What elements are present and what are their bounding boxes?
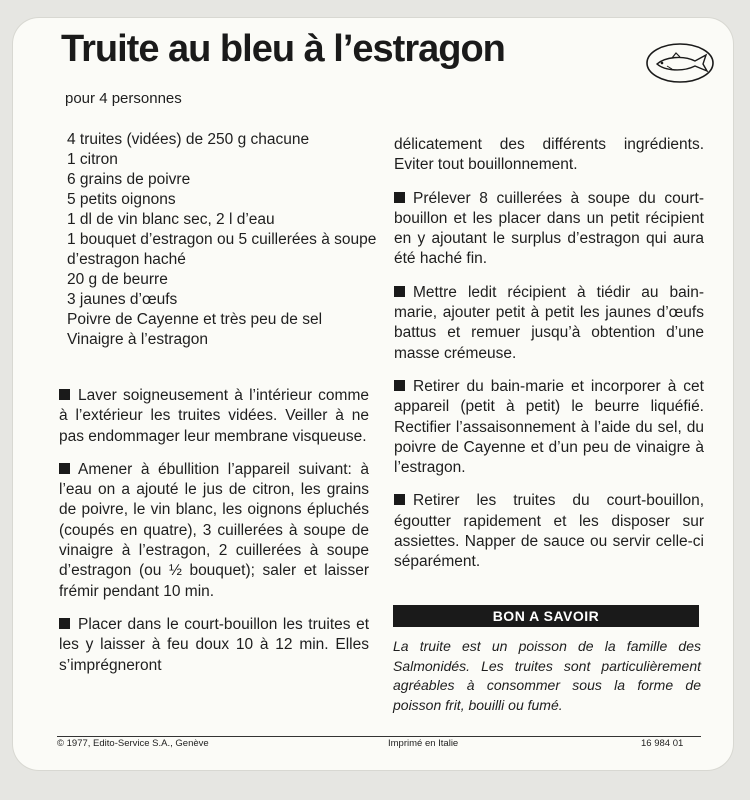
- tip-text: La truite est un poisson de la famille des Salmonidés. Les truites sont particulièrement agréables à consommer sous la forme de poisson frit, bouilli ou fumé.: [393, 638, 701, 713]
- ingredient-item: 3 jaunes d’œufs: [67, 291, 178, 308]
- recipe-card: [13, 18, 733, 770]
- ingredient-item: 6 grains de poivre: [67, 171, 191, 188]
- footer-divider: [57, 736, 701, 737]
- footer-code: 16 984 01: [641, 738, 684, 749]
- step-1-text: Laver soigneusement à l’intérieur comme à l’extérieur les truites vidées. Veiller à ne pas endommager leur membrane visqueuse.: [59, 387, 369, 445]
- steps-column-right: [394, 135, 704, 586]
- ingredient-item: 1 bouquet d’estragon ou 5 cuillerées à soupe d’estragon haché: [67, 231, 377, 268]
- step-1: [59, 386, 369, 447]
- step-2-text: Amener à ébullition l’appareil suivant: à l’eau on a ajouté le jus de citron, les grains de poivre, le vin blanc, les oignons épluchés (coupés en quatre), 3 cuillerées à soupe de vinaigre à l’estragon, 2 cuillerées à soupe d’estragon (ou ½ bouquet); saler et laisser frémir pendant 10 min.: [59, 460, 369, 600]
- servings: pour 4 personnes: [65, 90, 182, 107]
- ingredient-item: 20 g de beurre: [67, 271, 168, 288]
- steps-column-left: [59, 386, 369, 689]
- step-5-text: Mettre ledit récipient à tiédir au bain-marie, ajouter petit à petit les jaunes d’œufs battus et remuer jusqu’à obtention d’une masse crémeuse.: [394, 283, 704, 362]
- step-3-text: Placer dans le court-bouillon les truites et les y laisser à feu doux 10 à 12 min. Elles s’imprégneront: [59, 615, 369, 674]
- bullet-square-icon: [59, 389, 70, 400]
- fish-icon: [645, 42, 715, 84]
- step-3: [59, 615, 369, 676]
- bullet-square-icon: [59, 463, 70, 474]
- bullet-square-icon: [394, 494, 405, 505]
- tip-heading: BON A SAVOIR: [393, 605, 699, 627]
- step-4-text: Prélever 8 cuillerées à soupe du court-bouillon et les placer dans un petit récipient en y ajoutant le surplus d’estragon qui aura été haché fin.: [394, 189, 704, 268]
- footer-copyright: © 1977, Edito-Service S.A., Genève: [57, 738, 209, 749]
- ingredient-item: 4 truites (vidées) de 250 g chacune: [67, 131, 310, 148]
- ingredient-item: 1 dl de vin blanc sec, 2 l d’eau: [67, 211, 275, 228]
- ingredient-item: Poivre de Cayenne et très peu de sel: [67, 311, 323, 328]
- bullet-square-icon: [394, 192, 405, 203]
- step-6: [394, 377, 704, 478]
- ingredient-item: 1 citron: [67, 151, 118, 168]
- step-4: [394, 189, 704, 270]
- step-2: [59, 460, 369, 602]
- step-7: [394, 491, 704, 572]
- bullet-square-icon: [394, 380, 405, 391]
- step-7-text: Retirer les truites du court-bouillon, égoutter rapidement et les disposer sur assiettes. Napper de sauce ou servir celle-ci séparément.: [394, 492, 704, 571]
- footer-printed: Imprimé en Italie: [388, 738, 459, 749]
- bullet-square-icon: [59, 618, 70, 629]
- ingredient-item: Vinaigre à l’estragon: [67, 331, 209, 348]
- ingredient-item: 5 petits oignons: [67, 191, 176, 208]
- step-3-continued: délicatement des différents ingrédients. Eviter tout bouillonnement.: [394, 136, 704, 174]
- ingredient-list: [67, 130, 397, 350]
- step-5: [394, 283, 704, 364]
- recipe-title: Truite au bleu à l’estragon: [61, 28, 505, 70]
- bullet-square-icon: [394, 286, 405, 297]
- step-6-text: Retirer du bain-marie et incorporer à cet appareil (petit à petit) le beurre liquéfié. Rectifier l’assaisonnement à l’aide du sel, du poivre de Cayenne et d’un peu de vinaigre à l’estragon.: [394, 377, 704, 477]
